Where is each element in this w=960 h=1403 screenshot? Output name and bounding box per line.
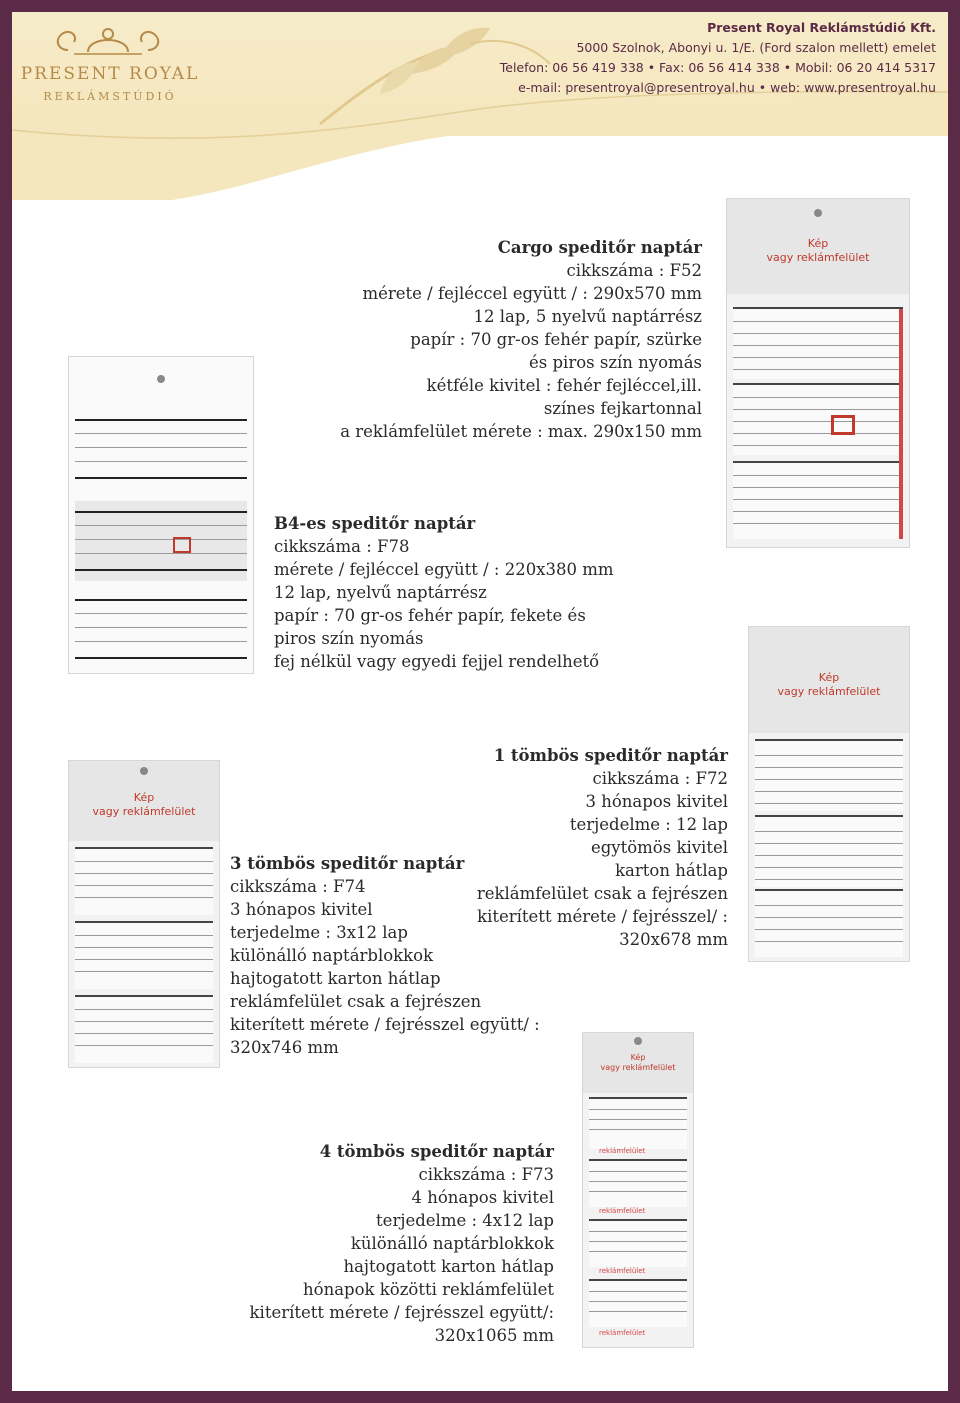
page-frame-top — [0, 0, 960, 12]
product-spec: különálló naptárblokkok — [350, 1234, 554, 1253]
logo-crown-icon — [48, 20, 168, 64]
calendar-thumbnail-1-block — [748, 626, 910, 962]
product-spec: a reklámfelület mérete : max. 290x150 mm — [340, 422, 702, 441]
product-spec: 12 lap, 5 nyelvű naptárrész — [473, 307, 702, 326]
strip-label: reklámfelület — [599, 1207, 646, 1215]
product-spec: piros szín nyomás — [274, 629, 424, 648]
product-spec: kiterített mérete / fejrésszel együtt/ : — [230, 1015, 540, 1034]
product-spec: egytömös kivitel — [590, 838, 728, 857]
product-spec: 3 hónapos kivitel — [230, 900, 373, 919]
product-spec: 320x746 mm — [230, 1038, 339, 1057]
product-spec: fej nélkül vagy egyedi fejjel rendelhető — [274, 652, 600, 671]
company-logo — [20, 20, 200, 110]
product-spec: papír : 70 gr-os fehér papír, fekete és — [274, 606, 586, 625]
company-web: e-mail: presentroyal@presentroyal.hu • web: www.presentroyal.hu — [518, 80, 936, 95]
product-spec: 320x1065 mm — [434, 1326, 554, 1345]
page-frame-right — [948, 0, 960, 1403]
page-frame-bottom — [0, 1391, 960, 1403]
product-spec: színes fejkartonnal — [543, 399, 702, 418]
product-title: B4-es speditőr naptár — [274, 514, 476, 533]
product-spec: különálló naptárblokkok — [230, 946, 434, 965]
calendar-thumbnail-b4 — [68, 356, 254, 674]
product-cargo — [340, 236, 702, 443]
product-title: 3 tömbös speditőr naptár — [230, 854, 465, 873]
product-spec: terjedelme : 4x12 lap — [376, 1211, 554, 1230]
ad-area-label-line1: Kép — [807, 237, 829, 250]
logo-subtitle: REKLÁMSTÚDIÓ — [43, 90, 177, 103]
product-4-block — [250, 1140, 554, 1347]
product-spec: 4 hónapos kivitel — [411, 1188, 554, 1207]
product-spec: kiterített mérete / fejrésszel együtt/: — [249, 1303, 554, 1322]
product-spec: hónapok közötti reklámfelület — [303, 1280, 554, 1299]
product-spec: cikkszáma : F52 — [566, 261, 702, 280]
ad-area-label-line2: vagy reklámfelület — [777, 685, 881, 698]
product-spec: hajtogatott karton hátlap — [230, 969, 441, 988]
product-spec: terjedelme : 3x12 lap — [230, 923, 408, 942]
ad-area-label-line1: Kép — [133, 791, 155, 804]
product-spec: cikkszáma : F78 — [274, 537, 410, 556]
product-spec: karton hátlap — [615, 861, 728, 880]
product-spec: papír : 70 gr-os fehér papír, szürke — [410, 330, 702, 349]
product-spec: terjedelme : 12 lap — [569, 815, 728, 834]
product-spec: reklámfelület csak a fejrészen — [476, 884, 728, 903]
product-spec: kiterített mérete / fejrésszel/ : — [477, 907, 728, 926]
product-title: 1 tömbös speditőr naptár — [493, 746, 728, 765]
ad-area-label-line2: vagy reklámfelület — [766, 251, 870, 264]
product-spec: hajtogatott karton hátlap — [343, 1257, 554, 1276]
product-spec: kétféle kivitel : fehér fejléccel,ill. — [426, 376, 702, 395]
ad-area-label-line1: Kép — [630, 1053, 646, 1062]
company-address: 5000 Szolnok, Abonyi u. 1/E. (Ford szalon mellett) emelet — [576, 40, 936, 55]
product-spec: reklámfelület csak a fejrészen — [230, 992, 482, 1011]
product-title: Cargo speditőr naptár — [497, 238, 702, 257]
strip-label: reklámfelület — [599, 1147, 646, 1155]
product-spec: cikkszáma : F73 — [418, 1165, 554, 1184]
product-b4 — [274, 512, 614, 673]
company-contact — [376, 18, 936, 98]
calendar-thumbnail-4-block — [582, 1032, 694, 1348]
ad-area-label-line2: vagy reklámfelület — [600, 1063, 676, 1072]
product-title: 4 tömbös speditőr naptár — [319, 1142, 554, 1161]
product-spec: 3 hónapos kivitel — [585, 792, 728, 811]
company-name: Present Royal Reklámstúdió Kft. — [707, 20, 936, 35]
company-phones: Telefon: 06 56 419 338 • Fax: 06 56 414 338 • Mobil: 06 20 414 5317 — [499, 60, 936, 75]
page-frame-left — [0, 0, 12, 1403]
product-spec: mérete / fejléccel együtt / : 290x570 mm — [362, 284, 702, 303]
product-spec: 12 lap, nyelvű naptárrész — [274, 583, 487, 602]
product-spec: 320x678 mm — [619, 930, 728, 949]
product-spec: cikkszáma : F72 — [592, 769, 728, 788]
ad-area-label-line2: vagy reklámfelület — [92, 805, 196, 818]
product-3-block — [230, 852, 540, 1059]
calendar-thumbnail-3-block — [68, 760, 220, 1068]
product-spec: mérete / fejléccel együtt / : 220x380 mm — [274, 560, 614, 579]
strip-label: reklámfelület — [599, 1267, 646, 1275]
product-spec: és piros szín nyomás — [529, 353, 702, 372]
product-spec: cikkszáma : F74 — [230, 877, 366, 896]
logo-name: PRESENT ROYAL — [20, 64, 200, 84]
strip-label: reklámfelület — [599, 1329, 646, 1337]
ad-area-label-line1: Kép — [818, 671, 840, 684]
calendar-thumbnail-cargo — [726, 198, 910, 548]
